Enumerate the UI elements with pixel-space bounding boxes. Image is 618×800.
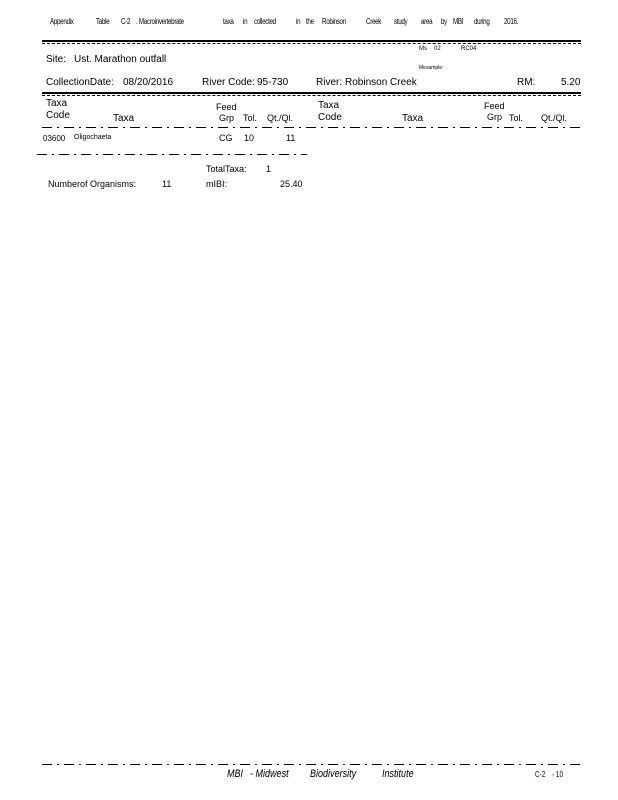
title-word: the bbox=[306, 17, 314, 26]
footer-word: MBI bbox=[227, 768, 244, 780]
title-word: in bbox=[296, 17, 301, 26]
footer-word: - Midwest bbox=[250, 768, 289, 780]
row-qtql: 11 bbox=[286, 133, 296, 143]
river-code: 95-730 bbox=[257, 77, 289, 88]
meta-rc04: RC04 bbox=[461, 46, 477, 52]
row-taxa: Oligochaeta bbox=[74, 134, 112, 141]
table-top-rule-dashed bbox=[42, 95, 581, 96]
mibi-value: 25.40 bbox=[280, 179, 303, 189]
header-feed-1: Feed bbox=[216, 102, 237, 112]
header-feed-2: Grp bbox=[219, 113, 235, 123]
header-feed-2: Grp bbox=[487, 112, 503, 122]
title-word: Creek bbox=[366, 17, 382, 26]
header-taxa-code-1: Taxa bbox=[46, 98, 68, 109]
header-tol: Tol. bbox=[243, 113, 258, 123]
collection-date: 08/20/2016 bbox=[123, 77, 174, 88]
title-word: taxa bbox=[223, 17, 234, 26]
header-taxa: Taxa bbox=[402, 113, 424, 124]
meta-02: 02 bbox=[434, 46, 441, 52]
rm-value: 5.20 bbox=[561, 77, 581, 88]
title-rule bbox=[42, 40, 581, 42]
footer-word: Biodiversity bbox=[310, 768, 357, 780]
river-label: River: bbox=[316, 77, 343, 88]
site-label: Site: bbox=[46, 54, 67, 65]
header-taxa-code-2: Code bbox=[318, 112, 342, 123]
river-name: Robinson Creek bbox=[345, 77, 417, 88]
page-prefix: C-2 bbox=[535, 770, 546, 779]
footer-word: Institute bbox=[382, 768, 414, 780]
num-organisms-label: Numberof Organisms: bbox=[48, 179, 137, 189]
title-word: during bbox=[474, 17, 490, 26]
title-word: study bbox=[394, 17, 408, 26]
mibi-label: mIBI: bbox=[206, 179, 228, 189]
title-rule-dashed bbox=[42, 43, 581, 44]
meta-ms: Ms bbox=[419, 46, 427, 52]
title-word: Robinson bbox=[322, 17, 346, 26]
title-word: collected bbox=[254, 17, 276, 26]
title-word: MBI bbox=[453, 17, 464, 26]
collection-date-label: CollectionDate: bbox=[46, 77, 114, 88]
header-taxa-code-1: Taxa bbox=[318, 100, 340, 111]
title-word: . Macroinvertebrate bbox=[136, 17, 184, 26]
page-number: - 10 bbox=[552, 770, 564, 779]
rm-label: RM: bbox=[517, 77, 536, 88]
header-qtql: Qt./Ql. bbox=[267, 113, 294, 123]
title-word: Appendix bbox=[50, 17, 74, 26]
title-word: by bbox=[441, 17, 447, 26]
header-qtql: Qt./Ql. bbox=[541, 113, 568, 123]
meta-sample: Mesample: bbox=[419, 65, 444, 71]
header-tol: Tol. bbox=[509, 113, 524, 123]
header-rule bbox=[42, 127, 581, 128]
table-top-rule bbox=[42, 92, 581, 94]
header-feed-1: Feed bbox=[484, 101, 505, 111]
title-word: C-2 bbox=[121, 17, 131, 26]
num-organisms-value: 11 bbox=[162, 179, 172, 189]
row-grp: CG bbox=[219, 133, 233, 143]
title-word: area bbox=[421, 17, 433, 26]
title-word: Table bbox=[96, 17, 110, 26]
row-code: 03600 bbox=[43, 134, 66, 143]
site-name: Ust. Marathon outfall bbox=[74, 54, 167, 65]
footer-rule bbox=[42, 764, 581, 765]
river-code-label: River Code: bbox=[202, 77, 255, 88]
rows-end-rule bbox=[37, 154, 307, 155]
header-taxa: Taxa bbox=[113, 113, 135, 124]
row-tol: 10 bbox=[244, 133, 255, 143]
title-word: in bbox=[243, 17, 248, 26]
title-word: 2016. bbox=[504, 17, 519, 26]
total-taxa-label: TotalTaxa: bbox=[206, 164, 247, 174]
header-taxa-code-2: Code bbox=[46, 110, 70, 121]
total-taxa-value: 1 bbox=[266, 164, 272, 174]
